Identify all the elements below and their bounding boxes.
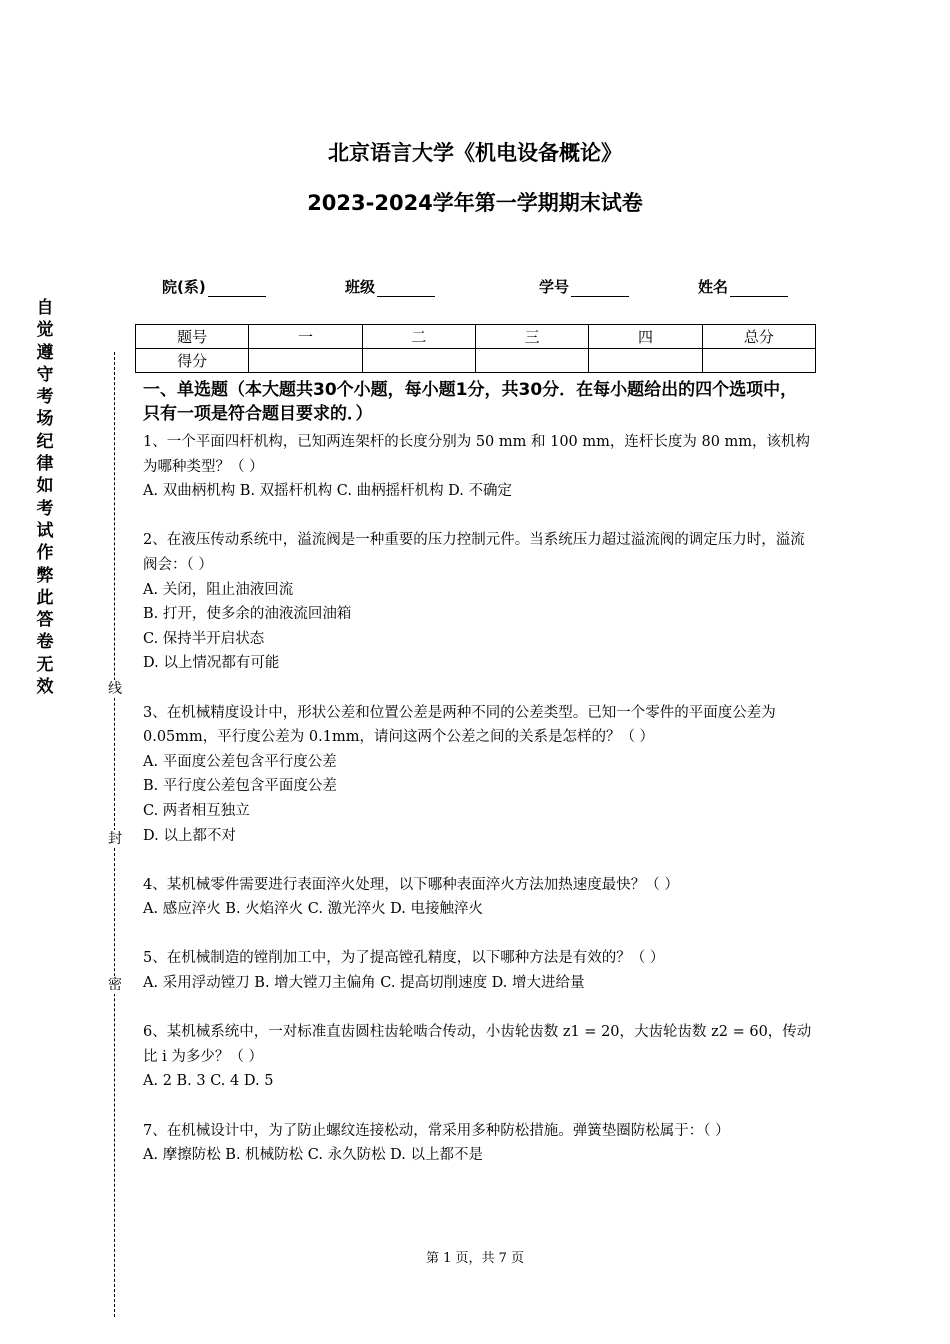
score-cell[interactable] [475, 349, 588, 373]
score-cell[interactable] [702, 349, 815, 373]
question-option: B. 平行度公差包含平面度公差 [143, 778, 337, 795]
score-header-cell: 总分 [702, 325, 815, 349]
score-header-cell: 一 [249, 325, 362, 349]
question [143, 430, 813, 504]
question-option: A. 摩擦防松 B. 机械防松 C. 永久防松 D. 以上都不是 [143, 1147, 484, 1164]
student-no-field [539, 276, 629, 297]
page-footer: 第 1 页，共 7 页 [425, 1251, 525, 1266]
class-label: 班级 [345, 278, 376, 296]
question [143, 873, 813, 922]
question-option: A. 2 B. 3 C. 4 D. 5 [143, 1073, 274, 1090]
exam-subtitle: 2023-2024学年第一学期期末试卷 [307, 191, 643, 215]
score-header-row [136, 325, 816, 349]
student-no-blank [571, 281, 629, 297]
question-option: A. 关闭，阻止油液回流 [143, 581, 294, 598]
question-option: A. 双曲柄机构 B. 双摇杆机构 C. 曲柄摇杆机构 D. 不确定 [143, 483, 513, 500]
section-heading: 一、单选题（本大题共30个小题，每小题1分，共30分．在每小题给出的四个选项中，只有一项是符合题目要求的．） [143, 380, 798, 424]
dept-blank [208, 281, 266, 297]
question-stem: 7、在机械设计中，为了防止螺纹连接松动，常采用多种防松措施。弹簧垫圈防松属于：（ ） [143, 1122, 730, 1139]
question-option: D. 以上情况都有可能 [143, 655, 280, 672]
question-option: A. 采用浮动镗刀 B. 增大镗刀主偏角 C. 提高切削速度 D. 增大进给量 [143, 975, 585, 992]
seal-char-seal: 封 [108, 831, 122, 847]
question [143, 1020, 813, 1094]
question-stem: 4、某机械零件需要进行表面淬火处理，以下哪种表面淬火方法加热速度最快？（ ） [143, 876, 679, 893]
dept-field [162, 276, 266, 297]
question-stem: 2、在液压传动系统中，溢流阀是一种重要的压力控制元件。当系统压力超过溢流阀的调定压力时，溢流阀会：（ ） [143, 532, 805, 573]
score-row [136, 349, 816, 373]
score-cell[interactable] [589, 349, 702, 373]
question-stem: 1、一个平面四杆机构，已知两连架杆的长度分别为 50 mm 和 100 mm，连杆长度为 80 mm，该机构为哪种类型？（ ） [143, 434, 811, 475]
score-cell[interactable] [362, 349, 475, 373]
question-option: C. 保持半开启状态 [143, 630, 265, 647]
score-header-cell: 四 [589, 325, 702, 349]
dept-label: 院(系) [162, 278, 206, 296]
score-header-cell: 二 [362, 325, 475, 349]
student-no-label: 学号 [539, 278, 570, 296]
score-row-label: 得分 [136, 349, 249, 373]
seal-char-line: 线 [108, 681, 122, 697]
question [143, 946, 813, 995]
question-option: B. 打开，使多余的油液流回油箱 [143, 606, 352, 623]
question-stem: 3、在机械精度设计中，形状公差和位置公差是两种不同的公差类型。已知一个零件的平面度公差为 0.05mm，平行度公差为 0.1mm，请问这两个公差之间的关系是怎样的？（ ） [143, 704, 776, 746]
question [143, 528, 813, 676]
exam-title: 北京语言大学《机电设备概论》 [328, 141, 622, 165]
question-stem: 6、某机械系统中，一对标准直齿圆柱齿轮啮合传动，小齿轮齿数 z1 = 20，大齿轮齿数 z2 = 60，传动比 i 为多少？（ ） [143, 1024, 812, 1065]
question-option: D. 以上都不对 [143, 827, 236, 844]
class-field [345, 276, 435, 297]
score-header-cell: 题号 [136, 325, 249, 349]
exam-content [143, 378, 813, 1192]
score-header-cell: 三 [475, 325, 588, 349]
score-table [135, 324, 816, 373]
score-cell[interactable] [249, 349, 362, 373]
question-stem: 5、在机械制造的镗削加工中，为了提高镗孔精度，以下哪种方法是有效的？（ ） [143, 950, 665, 967]
side-note: 自觉遵守考场纪律如考试作弊此答卷无效 [36, 298, 54, 698]
question-option: A. 平面度公差包含平行度公差 [143, 753, 337, 770]
question [143, 701, 813, 849]
name-field [698, 276, 788, 297]
name-blank [730, 281, 788, 297]
name-label: 姓名 [698, 278, 729, 296]
question-option: C. 两者相互独立 [143, 802, 250, 819]
question-option: A. 感应淬火 B. 火焰淬火 C. 激光淬火 D. 电接触淬火 [143, 901, 484, 918]
question [143, 1119, 813, 1168]
class-blank [377, 281, 435, 297]
seal-char-secret: 密 [108, 977, 122, 993]
